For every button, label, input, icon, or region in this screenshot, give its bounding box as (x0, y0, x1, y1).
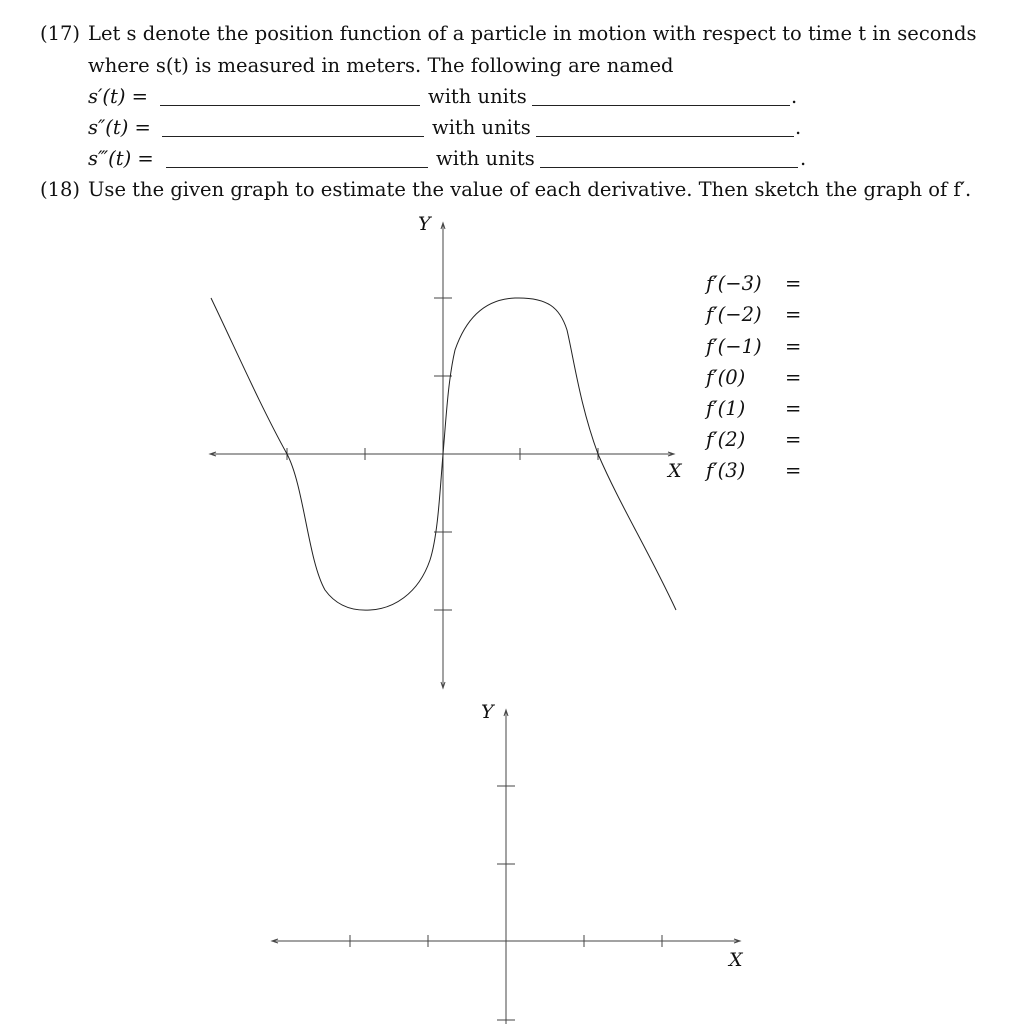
s-prime-label: s′(t) = (88, 85, 149, 108)
s-prime-units-label: with units (428, 85, 527, 108)
given-function-graph (210, 213, 683, 688)
derivative-label-0: f′(0) (706, 366, 746, 389)
bottom-x-axis-label: X (729, 949, 743, 971)
sketch-axes-graph[interactable] (272, 701, 744, 1024)
s-triple-prime-units-label: with units (436, 147, 535, 170)
s-double-prime-units-label: with units (432, 116, 531, 139)
problem-17-line-1: Let s denote the position function of a particle in motion with respect to time t in seconds (88, 22, 977, 45)
problem-18-text: Use the given graph to estimate the value of each derivative. Then sketch the graph of f′. (88, 178, 972, 201)
derivative-label-1: f′(1) (706, 397, 746, 420)
derivative-equals-neg2[interactable]: = (785, 303, 802, 326)
s-triple-prime-period: . (800, 147, 807, 170)
derivative-equals-2[interactable]: = (785, 428, 802, 451)
derivative-equals-neg1[interactable]: = (785, 335, 802, 358)
s-double-prime-period: . (795, 116, 802, 139)
s-prime-period: . (791, 85, 798, 108)
derivative-label-neg2: f′(−2) (706, 303, 762, 326)
problem-18-number: (18) (40, 178, 81, 201)
problem-17-number: (17) (40, 22, 81, 45)
s-triple-prime-label: s‴(t) = (88, 147, 154, 170)
derivative-label-2: f′(2) (706, 428, 746, 451)
problem-17-line-2: where s(t) is measured in meters. The following are named (88, 54, 674, 77)
top-y-axis-label: Y (418, 213, 431, 235)
s-double-prime-label: s″(t) = (88, 116, 151, 139)
derivative-equals-neg3[interactable]: = (785, 272, 802, 295)
derivative-equals-1[interactable]: = (785, 397, 802, 420)
bottom-y-axis-label: Y (481, 701, 494, 723)
derivative-label-neg1: f′(−1) (706, 335, 762, 358)
derivative-equals-3[interactable]: = (785, 459, 802, 482)
derivative-equals-0[interactable]: = (785, 366, 802, 389)
top-x-axis-label: X (668, 460, 682, 482)
derivative-label-neg3: f′(−3) (706, 272, 762, 295)
derivative-label-3: f′(3) (706, 459, 746, 482)
